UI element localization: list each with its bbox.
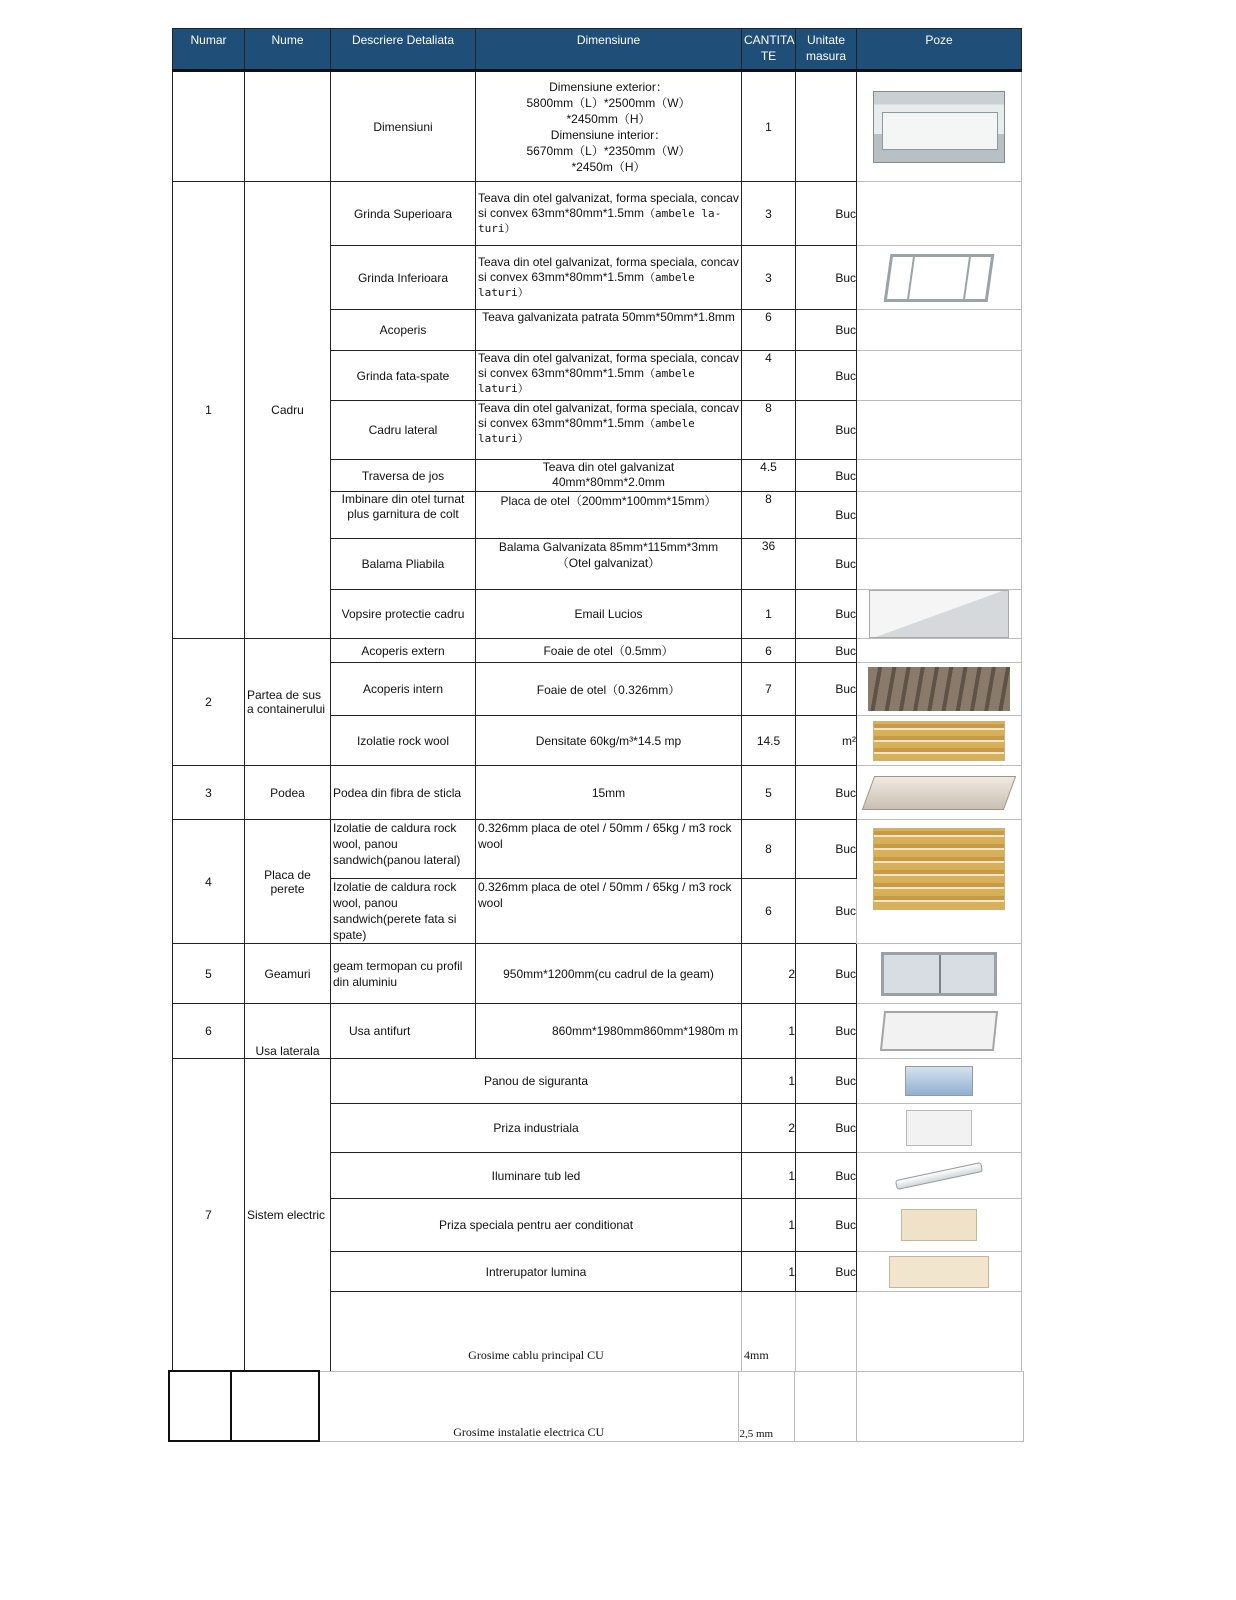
cantitate-cell: 4mm	[742, 1292, 796, 1372]
cantitate-cell: 8	[742, 401, 796, 460]
roof-panel-photo	[869, 590, 1009, 638]
unit-text: Buc	[835, 1121, 856, 1135]
dim-text: Teava din otel galvanizat, forma speciala, concav si convex 63mm*80mm*1.5mm	[478, 255, 739, 284]
dimensiune-cell: Balama Galvanizata 85mm*115mm*3mm （Otel galvanizat）	[476, 539, 742, 590]
header-nume: Nume	[245, 29, 331, 71]
cantitate-cell: 2	[742, 1104, 796, 1153]
descriere-cell: Grinda fata-spate	[331, 351, 476, 401]
unitate-cell	[796, 460, 857, 492]
photo-cell	[857, 1252, 1022, 1292]
descriere-cell: Panou de siguranta	[331, 1059, 742, 1104]
unit-text: Buc	[835, 1264, 856, 1279]
cantitate-cell: 2	[742, 944, 796, 1004]
unitate-cell	[796, 663, 857, 716]
unit-text: Buc	[835, 904, 856, 918]
numar-cell: 5	[173, 944, 245, 1004]
dimensiune-cell	[476, 401, 742, 460]
table-row	[169, 1371, 1023, 1441]
dimensiune-cell	[476, 182, 742, 246]
dimensiune-cell: 0.326mm placa de otel / 50mm / 65kg / m3 rock wool	[476, 879, 742, 944]
dimensiune-cell: 0.326mm placa de otel / 50mm / 65kg / m3 rock wool	[476, 820, 742, 879]
unitate-cell	[796, 766, 857, 820]
dim-line: Dimensiune exterior：	[549, 79, 668, 94]
descriere-cell: Izolatie de caldura rock wool, panou sandwich(perete fata si spate)	[331, 879, 476, 944]
breaker-panel-photo	[905, 1066, 973, 1096]
unitate-cell	[796, 1153, 857, 1199]
unit-text: Buc	[835, 842, 856, 856]
photo-cell	[857, 590, 1022, 639]
cantitate-cell: 7	[742, 663, 796, 716]
ac-socket-photo	[901, 1209, 977, 1241]
dimensiune-cell: Email Lucios	[476, 590, 742, 639]
cantitate-cell: 14.5	[742, 716, 796, 766]
table-row	[173, 820, 1022, 879]
dimensiune-cell: Teava din otel galvanizat 40mm*80mm*2.0mm	[476, 460, 742, 492]
photo-cell	[857, 1199, 1022, 1252]
unit-text: Buc	[835, 643, 856, 658]
unit-text: Buc	[835, 607, 856, 621]
descriere-cell: Izolatie de caldura rock wool, panou sandwich(panou lateral)	[331, 820, 476, 879]
photo-cell	[857, 1292, 1022, 1372]
unitate-cell	[796, 246, 857, 310]
dim-note: （ambele laturi）	[478, 417, 695, 445]
descriere-cell: Imbinare din otel turnat plus garnitura de colt	[331, 492, 476, 539]
table-row	[173, 639, 1022, 663]
unit-text: Buc	[835, 785, 856, 800]
dim-note: （ambele laturi）	[478, 367, 695, 395]
numar-cell: 4	[173, 820, 245, 944]
table-header-row	[173, 29, 1022, 71]
unit-text: m²	[842, 733, 856, 748]
unitate-cell	[796, 820, 857, 879]
descriere-cell: Acoperis	[331, 310, 476, 351]
photo-cell	[857, 310, 1022, 351]
dim-text: Teava din otel galvanizat, forma speciala, concav si convex 63mm*80mm*1.5mm	[478, 351, 739, 380]
dim-line: 5670mm（L）*2350mm（W）	[526, 143, 691, 158]
dimensiune-cell: 950mm*1200mm(cu cadrul de la geam)	[476, 944, 742, 1004]
numar-cell: 2	[173, 639, 245, 766]
nume-cell: Sistem electric	[245, 1059, 331, 1372]
unitate-cell	[796, 182, 857, 246]
table-row	[173, 1059, 1022, 1104]
unit-text: Buc	[835, 508, 856, 522]
unit-text: Buc	[835, 1024, 856, 1038]
cantitate-cell: 1	[742, 1059, 796, 1104]
unit-text: Buc	[835, 966, 856, 981]
unit-text: Buc	[835, 270, 856, 285]
unit-text: Buc	[835, 682, 856, 696]
cantitate-cell: 5	[742, 766, 796, 820]
specification-table	[172, 28, 1022, 1372]
numar-cell: 1	[173, 182, 245, 639]
cantitate-cell: 36	[742, 539, 796, 590]
dimensiune-cell: 15mm	[476, 766, 742, 820]
cantitate-cell: 1	[742, 1252, 796, 1292]
photo-cell	[857, 71, 1022, 182]
descriere-cell: Grinda Superioara	[331, 182, 476, 246]
descriere-cell: Acoperis intern	[331, 663, 476, 716]
door-photo	[880, 1011, 998, 1051]
photo-cell	[857, 246, 1022, 310]
numar-cell: 7	[173, 1059, 245, 1372]
unitate-cell	[796, 492, 857, 539]
continuation-table	[168, 1370, 1024, 1442]
dimensiune-cell	[476, 246, 742, 310]
cantitate-cell: 8	[742, 820, 796, 879]
wall-panel-photo	[873, 828, 1005, 910]
nume-cell: Partea de sus a containerului	[245, 639, 331, 766]
table-row	[173, 944, 1022, 1004]
photo-cell	[857, 1059, 1022, 1104]
descriere-cell: Traversa de jos	[331, 460, 476, 492]
photo-cell	[857, 716, 1022, 766]
cantitate-cell: 3	[742, 246, 796, 310]
cantitate-cell: 4	[742, 351, 796, 401]
numar-cell	[169, 1371, 231, 1441]
unitate-cell	[796, 716, 857, 766]
cantitate-cell: 1	[742, 71, 796, 182]
descriere-cell: Priza speciala pentru aer conditionat	[331, 1199, 742, 1252]
table-row	[173, 1004, 1022, 1059]
cantitate-cell: 3	[742, 182, 796, 246]
unit-text: Buc	[835, 557, 856, 571]
cantitate-cell: 6	[742, 310, 796, 351]
dim-text: Teava din otel galvanizat, forma speciala, concav si convex 63mm*80mm*1.5mm	[478, 401, 739, 430]
container-photo	[873, 91, 1005, 163]
photo-cell	[856, 1371, 1023, 1441]
photo-cell	[857, 766, 1022, 820]
ceiling-photo	[868, 667, 1010, 711]
unitate-cell	[796, 71, 857, 182]
descriere-cell: Vopsire protectie cadru	[331, 590, 476, 639]
photo-cell	[857, 639, 1022, 663]
descriere-cell: Grinda Inferioara	[331, 246, 476, 310]
dimensiune-cell: Densitate 60kg/m³*14.5 mp	[476, 716, 742, 766]
dim-note: （ambele laturi）	[478, 271, 695, 299]
unitate-cell	[794, 1371, 856, 1441]
dimensiune-cell: Foaie de otel（0.5mm）	[476, 639, 742, 663]
dim-text: Teava din otel galvanizat, forma speciala, concav si convex 63mm*80mm*1.5mm	[478, 191, 739, 220]
nume-cell	[245, 71, 331, 182]
unitate-cell	[796, 310, 857, 351]
photo-cell	[857, 539, 1022, 590]
cantitate-cell: 8	[742, 492, 796, 539]
dimensiune-cell: Teava galvanizata patrata 50mm*50mm*1.8mm	[476, 310, 742, 351]
unitate-cell	[796, 1199, 857, 1252]
header-dimensiune: Dimensiune	[476, 29, 742, 71]
header-numar: Numar	[173, 29, 245, 71]
cantitate-cell: 4.5	[742, 460, 796, 492]
descriere-cell: Grosime instalatie electrica CU	[319, 1371, 738, 1441]
dim-line: 5800mm（L）*2500mm（W）	[526, 95, 691, 110]
photo-cell	[857, 182, 1022, 246]
photo-cell	[857, 944, 1022, 1004]
descriere-cell: Acoperis extern	[331, 639, 476, 663]
header-unitate: Unitate masura	[796, 29, 857, 71]
unit-text: Buc	[835, 206, 856, 221]
led-tube-photo	[895, 1162, 983, 1190]
numar-cell	[173, 71, 245, 182]
unit-text: Buc	[835, 323, 856, 337]
photo-cell	[857, 492, 1022, 539]
cantitate-cell: 1	[742, 590, 796, 639]
dimensiune-cell: 860mm*1980mm860mm*1980m m	[476, 1004, 742, 1059]
nume-cell: Podea	[245, 766, 331, 820]
numar-cell: 6	[173, 1004, 245, 1059]
header-cantitate: CANTITA TE	[742, 29, 796, 71]
table-row	[173, 766, 1022, 820]
unit-text: Buc	[835, 368, 856, 383]
descriere-cell: Usa antifurt	[331, 1004, 476, 1059]
rock-wool-photo	[873, 721, 1005, 761]
dimensiune-cell: Foaie de otel（0.326mm）	[476, 663, 742, 716]
cantitate-cell: 2,5 mm	[738, 1371, 794, 1441]
photo-cell	[857, 663, 1022, 716]
cantitate-cell: 1	[742, 1004, 796, 1059]
photo-cell	[857, 460, 1022, 492]
floor-photo	[862, 776, 1016, 810]
descriere-cell: Izolatie rock wool	[331, 716, 476, 766]
descriere-cell: Balama Pliabila	[331, 539, 476, 590]
unitate-cell	[796, 944, 857, 1004]
descriere-cell: Dimensiuni	[331, 71, 476, 182]
unitate-cell	[796, 639, 857, 663]
frame-photo	[884, 254, 995, 302]
photo-cell	[857, 1153, 1022, 1199]
dimensiune-cell: Placa de otel（200mm*100mm*15mm）	[476, 492, 742, 539]
dim-line: *2450mm（H）	[566, 111, 651, 126]
header-poze: Poze	[857, 29, 1022, 71]
photo-cell	[857, 820, 1022, 944]
window-photo	[881, 952, 997, 996]
descriere-cell: geam termopan cu profil din aluminiu	[331, 944, 476, 1004]
descriere-cell: Grosime cablu principal CU	[331, 1292, 742, 1372]
cantitate-cell: 6	[742, 879, 796, 944]
descriere-cell: Podea din fibra de sticla	[331, 766, 476, 820]
unitate-cell	[796, 1059, 857, 1104]
photo-cell	[857, 1004, 1022, 1059]
cantitate-cell: 6	[742, 639, 796, 663]
unitate-cell	[796, 1292, 857, 1372]
header-descriere: Descriere Detaliata	[331, 29, 476, 71]
unitate-cell	[796, 1252, 857, 1292]
nume-cell: Geamuri	[245, 944, 331, 1004]
nume-cell	[231, 1371, 319, 1441]
unitate-cell	[796, 1004, 857, 1059]
cantitate-cell: 1	[742, 1199, 796, 1252]
dimensiune-cell	[476, 351, 742, 401]
nume-cell: Usa laterala	[245, 1004, 331, 1059]
dim-line: Dimensiune interior：	[550, 127, 667, 142]
photo-cell	[857, 351, 1022, 401]
unitate-cell	[796, 879, 857, 944]
unitate-cell	[796, 1104, 857, 1153]
unit-text: Buc	[835, 1218, 856, 1232]
unitate-cell	[796, 590, 857, 639]
photo-cell	[857, 401, 1022, 460]
photo-cell	[857, 1104, 1022, 1153]
table-row	[173, 71, 1022, 182]
industrial-socket-photo	[906, 1110, 972, 1146]
unit-text: Buc	[835, 1168, 856, 1183]
numar-cell: 3	[173, 766, 245, 820]
table-row	[173, 182, 1022, 246]
dimensiune-cell	[476, 71, 742, 182]
unit-text: Buc	[835, 1074, 856, 1088]
unitate-cell	[796, 401, 857, 460]
cantitate-cell: 1	[742, 1153, 796, 1199]
descriere-cell: Priza industriala	[331, 1104, 742, 1153]
nume-cell: Placa de perete	[245, 820, 331, 944]
dim-line: *2450m（H）	[571, 159, 646, 174]
unit-text: Buc	[835, 423, 856, 437]
nume-cell: Cadru	[245, 182, 331, 639]
unit-text: Buc	[835, 468, 856, 483]
light-switch-photo	[889, 1256, 989, 1288]
descriere-cell: Intrerupator lumina	[331, 1252, 742, 1292]
dim-note: （ambele la-turi）	[478, 207, 722, 235]
unitate-cell	[796, 351, 857, 401]
unitate-cell	[796, 539, 857, 590]
descriere-cell: Cadru lateral	[331, 401, 476, 460]
descriere-cell: Iluminare tub led	[331, 1153, 742, 1199]
